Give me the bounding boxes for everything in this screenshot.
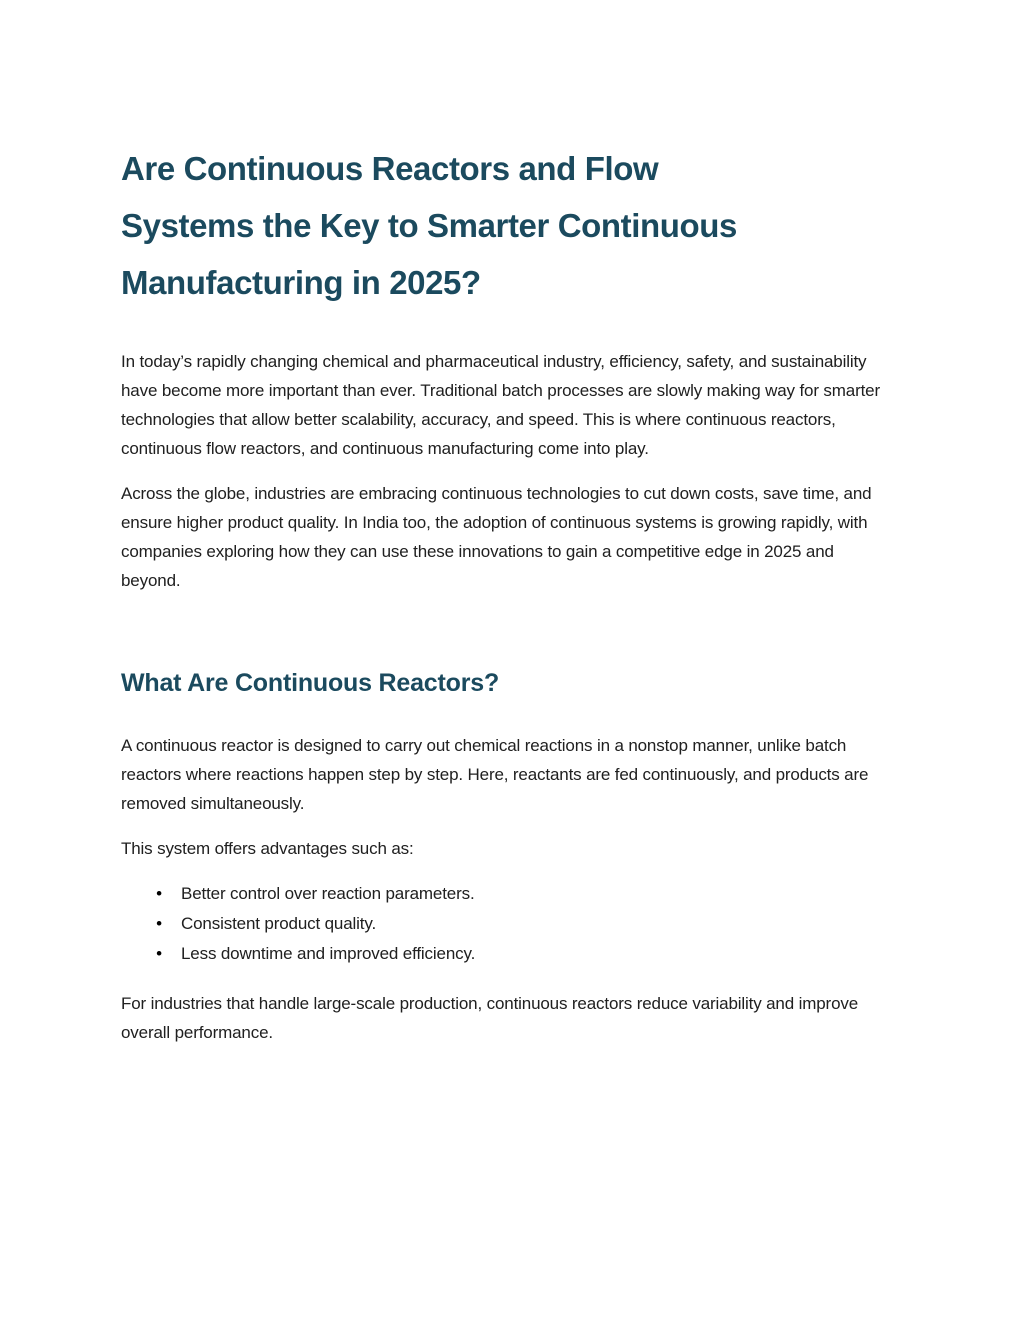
- bullet-icon: •: [156, 944, 162, 963]
- list-item: [152, 939, 892, 969]
- document-title-line: Are Continuous Reactors and Flow: [121, 150, 659, 187]
- list-item-text: Better control over reaction parameters.: [181, 884, 475, 903]
- intro-paragraph-1: In today’s rapidly changing chemical and pharmaceutical industry, efficiency, safety, and sustainability have become more important than ever. Traditional batch processes are slowly making way for smarter technologies that allow better scalability, accuracy, and speed. This is where continuous reactors, continuous flow reactors, and continuous manufacturing come into play.: [121, 352, 880, 458]
- list-item: [152, 909, 892, 939]
- section-paragraph-2: This system offers advantages such as:: [121, 839, 414, 858]
- bullet-icon: •: [156, 914, 162, 933]
- bullet-icon: •: [156, 884, 162, 903]
- list-item-text: Less downtime and improved efficiency.: [181, 944, 476, 963]
- document-title-line: Systems the Key to Smarter Continuous: [121, 207, 738, 244]
- advantages-list: [121, 879, 892, 969]
- document-title-line: Manufacturing in 2025?: [121, 264, 481, 301]
- section-paragraph-1: A continuous reactor is designed to carry out chemical reactions in a nonstop manner, unlike batch reactors where reactions happen step by step. Here, reactants are fed continuously, and products are removed simultaneously.: [121, 736, 869, 813]
- section-heading: What Are Continuous Reactors?: [121, 669, 500, 697]
- intro-paragraph-2: Across the globe, industries are embracing continuous technologies to cut down costs, save time, and ensure higher product quality. In India too, the adoption of continuous systems is growing rapidly, with companies exploring how they can use these innovations to gain a competitive edge in 2025 and beyond.: [121, 484, 872, 590]
- list-item-text: Consistent product quality.: [181, 914, 377, 933]
- document-title: [121, 140, 892, 311]
- list-item: [152, 879, 892, 909]
- closing-paragraph: For industries that handle large-scale production, continuous reactors reduce variability and improve overall performance.: [121, 994, 859, 1042]
